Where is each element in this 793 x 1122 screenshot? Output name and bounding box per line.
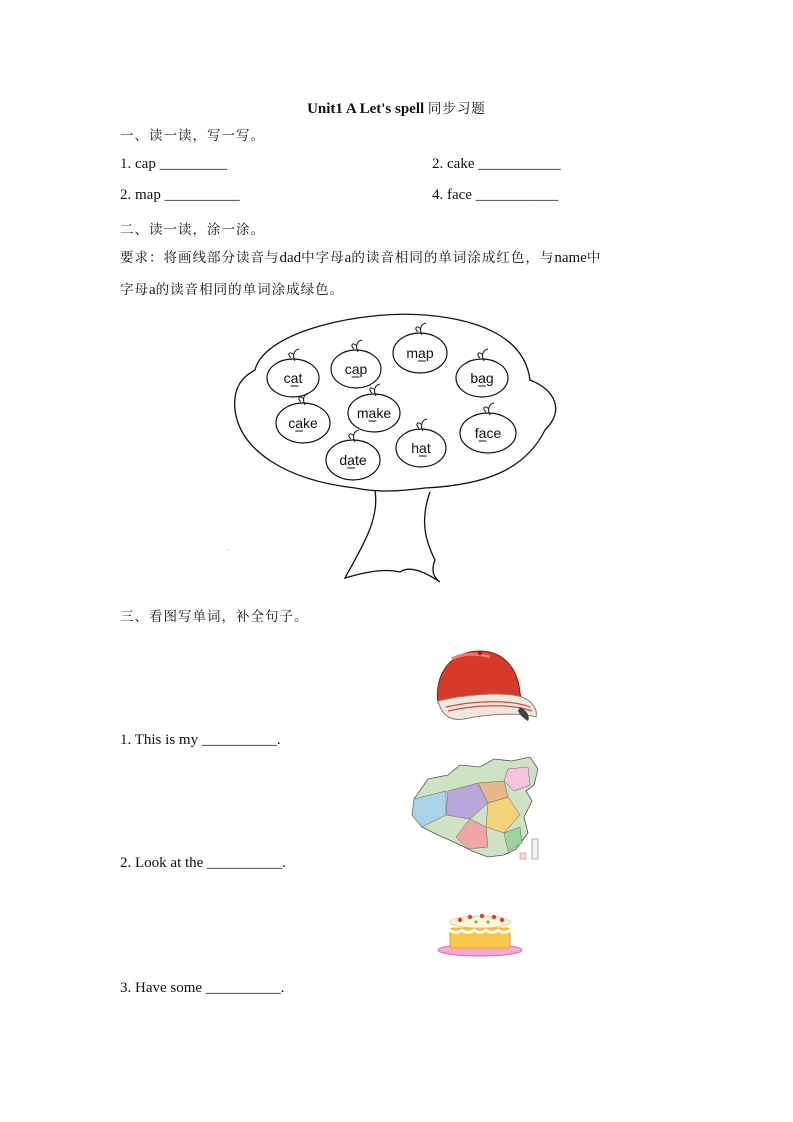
section2-heading: 二、读一读，涂一涂。	[120, 222, 265, 238]
apple-word: bag	[470, 370, 494, 386]
apple-bag	[456, 349, 508, 397]
section2-requirement: 要求：将画线部分读音与dad中字母a的读音相同的单词涂成红色，与name中 字母a的读音相同的单词涂成绿色。	[120, 250, 602, 298]
apple-word: make	[356, 405, 392, 421]
section1-item: 4. face ___________	[432, 187, 559, 203]
apple-hat	[396, 419, 446, 467]
svg-text:.: .	[228, 546, 230, 552]
apple-word: map	[406, 345, 434, 361]
section1-item: 1. cap _________	[120, 156, 228, 172]
apple-word: face	[474, 425, 502, 441]
section1-item: 2. map __________	[120, 187, 240, 203]
apple-face	[460, 403, 516, 453]
section3-item: 3. Have some __________.	[120, 980, 285, 996]
apple-word: date	[339, 452, 367, 468]
apple-cake	[276, 393, 330, 443]
section3-item: 1. This is my __________.	[120, 732, 281, 748]
apple-map	[393, 323, 447, 373]
apple-word: cap	[344, 361, 368, 377]
section3-item: 2. Look at the __________.	[120, 855, 286, 871]
apple-date	[326, 430, 380, 480]
red-cap-icon	[432, 645, 540, 725]
apple-word: cake	[288, 415, 318, 431]
apple-tree-illustration	[225, 310, 565, 590]
apple-word: cat	[283, 370, 303, 386]
apple-make	[348, 384, 400, 432]
apple-cat	[267, 349, 319, 397]
section3-heading: 三、看图写单词，补全句子。	[120, 609, 309, 625]
china-map-icon	[408, 757, 546, 865]
birthday-cake-icon	[436, 908, 526, 960]
apple-word: hat	[411, 440, 431, 456]
page-title: Unit1 A Let's spell 同步习题	[307, 101, 486, 117]
section1-item: 2. cake ___________	[432, 156, 561, 172]
apple-cap	[331, 340, 381, 388]
section1-heading: 一、读一读，写一写。	[120, 128, 265, 144]
